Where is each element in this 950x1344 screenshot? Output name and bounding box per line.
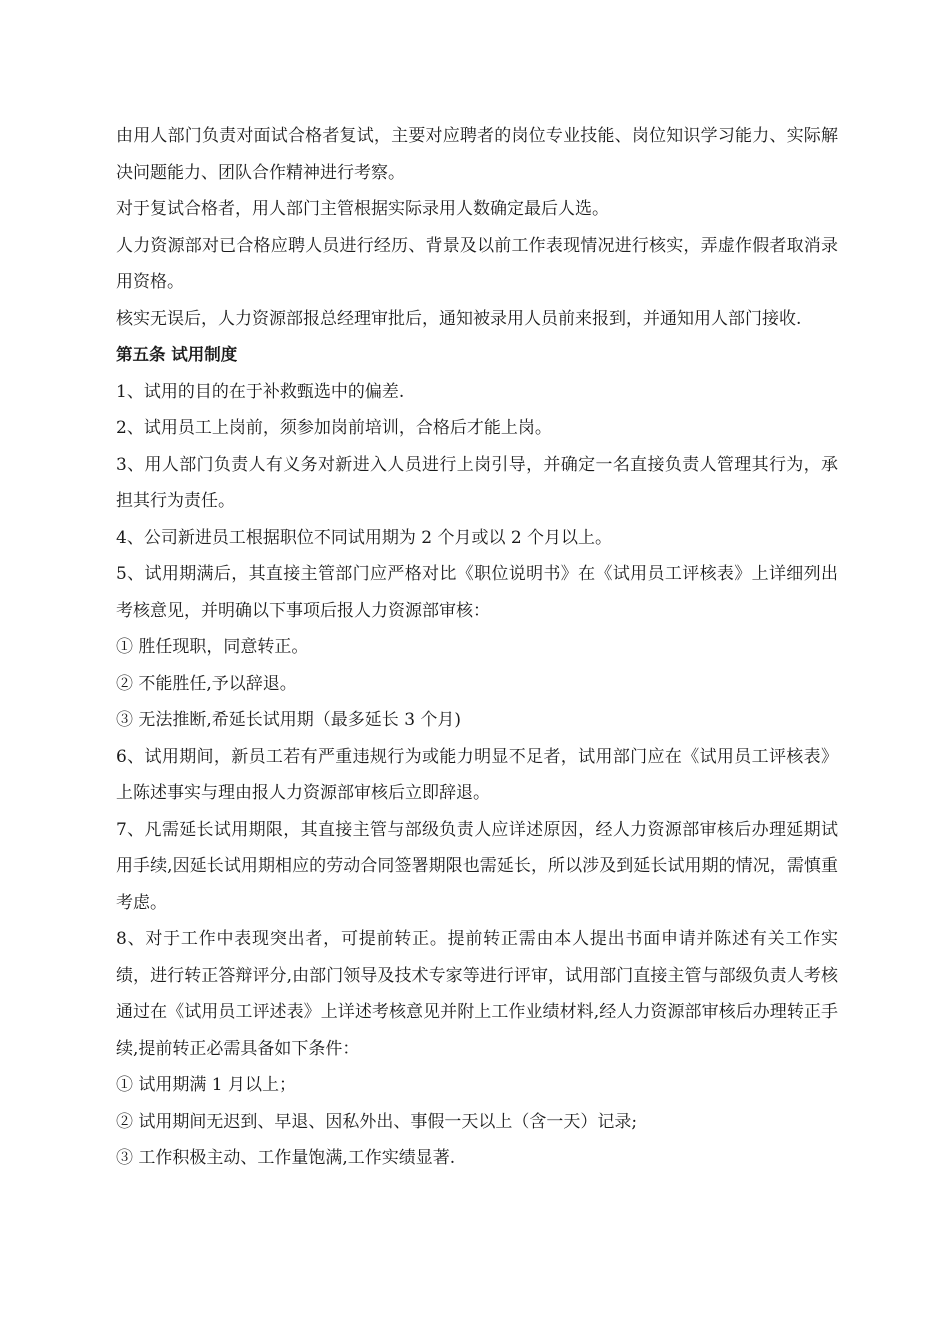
paragraph-background-check: 人力资源部对已合格应聘人员进行经历、背景及以前工作表现情况进行核实，弄虚作假者取消录用资格。 bbox=[116, 235, 838, 292]
sub-item-8-2: ② 试用期间无迟到、早退、因私外出、事假一天以上（含一天）记录; bbox=[116, 1111, 638, 1132]
list-item-6: 6、试用期间，新员工若有严重违规行为或能力明显不足者，试用部门应在《试用员工评核表》上陈述事实与理由报人力资源部审核后立即辞退。 bbox=[116, 746, 838, 803]
paragraph-retest: 由用人部门负责对面试合格者复试，主要对应聘者的岗位专业技能、岗位知识学习能力、实际解决问题能力、团队合作精神进行考察。 bbox=[116, 126, 838, 183]
sub-item-5-2: ② 不能胜任,予以辞退。 bbox=[116, 673, 297, 694]
paragraph-final-selection: 对于复试合格者，用人部门主管根据实际录用人数确定最后人选。 bbox=[116, 199, 609, 219]
sub-item-8-1: ① 试用期满 1 月以上； bbox=[116, 1075, 297, 1095]
list-item-1: 1、试用的目的在于补救甄选中的偏差. bbox=[116, 381, 405, 402]
sub-item-5-3: ③ 无法推断,希延长试用期（最多延长 3 个月) bbox=[116, 710, 462, 730]
list-item-7: 7、凡需延长试用期限，其直接主管与部级负责人应详述原因，经人力资源部审核后办理延期试用手续,因延长试用期相应的劳动合同签署期限也需延长，所以涉及到延长试用期的情况，需慎重考虑。 bbox=[116, 819, 838, 913]
sub-item-8-3: ③ 工作积极主动、工作量饱满,工作实绩显著. bbox=[116, 1148, 456, 1168]
list-item-8: 8、对于工作中表现突出者，可提前转正。提前转正需由本人提出书面申请并陈述有关工作实绩，进行转正答辩评分,由部门领导及技术专家等进行评审，试用部门直接主管与部级负责人考核通过在《试用员工评述表》上详述考核意见并附上工作业绩材料,经人力资源部审核后办理转正手续,提前转正必需具备如下条件： bbox=[116, 929, 838, 1059]
document-page bbox=[116, 118, 838, 1177]
paragraph-notification: 核实无误后，人力资源部报总经理审批后，通知被录用人员前来报到，并通知用人部门接收. bbox=[116, 308, 802, 329]
list-item-5: 5、试用期满后，其直接主管部门应严格对比《职位说明书》在《试用员工评核表》上详细列出考核意见，并明确以下事项后报人力资源部审核： bbox=[116, 564, 838, 621]
list-item-4: 4、公司新进员工根据职位不同试用期为 2 个月或以 2 个月以上。 bbox=[116, 527, 613, 548]
section-heading-probation: 第五条 试用制度 bbox=[116, 345, 238, 364]
list-item-2: 2、试用员工上岗前，须参加岗前培训，合格后才能上岗。 bbox=[116, 418, 552, 438]
list-item-3: 3、用人部门负责人有义务对新进入人员进行上岗引导，并确定一名直接负责人管理其行为，承担其行为责任。 bbox=[116, 454, 838, 511]
sub-item-5-1: ① 胜任现职，同意转正。 bbox=[116, 637, 309, 657]
